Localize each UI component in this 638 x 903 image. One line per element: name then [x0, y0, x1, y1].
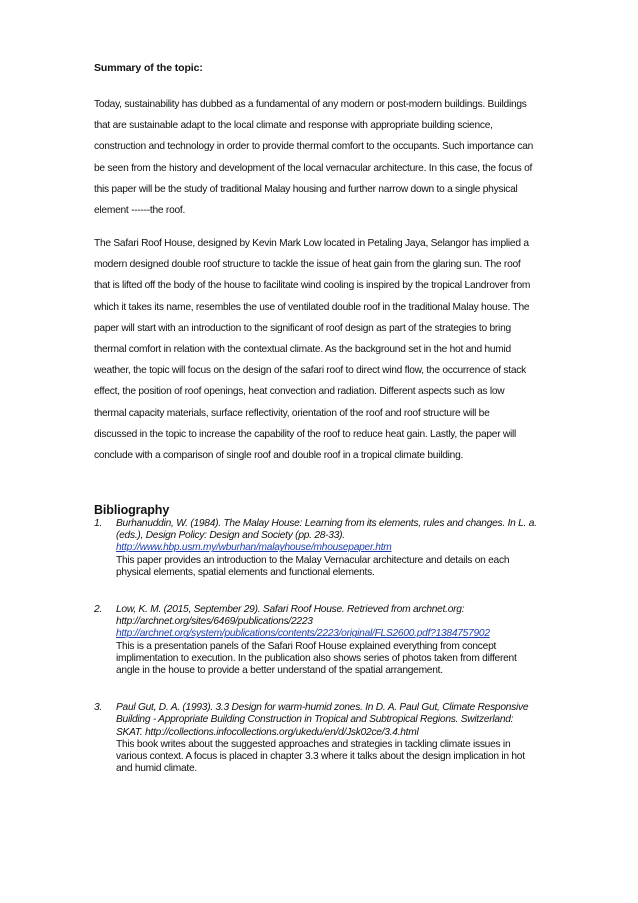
- paragraph-line: thermal comfort in relation with the contextual climate. As the background set in the hot and humid: [94, 344, 511, 356]
- description-line: physical elements, spatial elements and functional elements.: [116, 566, 375, 578]
- summary-paragraph-1: [94, 94, 548, 221]
- paragraph-line: that is lifted off the body of the house to facilitate wind cooling is inspired by the tropical Landrover from: [94, 280, 531, 292]
- paragraph-line: paper will start with an introduction to the significant of roof design as part of the strategies to bring: [94, 322, 511, 334]
- paragraph-line: construction and technology in order to provide thermal comfort to the occupants. Such importance can: [94, 141, 534, 153]
- item-number: 2.: [94, 604, 102, 616]
- paragraph-line: which it takes its name, resembles the use of ventilated double roof in the traditional Malay house. The: [94, 301, 530, 313]
- summary-heading: Summary of the topic:: [94, 62, 203, 74]
- description-line: and humid climate.: [116, 763, 198, 775]
- item-number: 3.: [94, 702, 102, 714]
- bibliography-item: [94, 518, 554, 579]
- bibliography-item: [94, 604, 554, 677]
- paragraph-line: that are sustainable adapt to the local climate and response with appropriate building science,: [94, 120, 493, 132]
- paragraph-line: element ------the roof.: [94, 205, 186, 217]
- paragraph-line: conclude with a comparison of single roof and double roof in a tropical climate building.: [94, 450, 464, 462]
- description-line: This paper provides an introduction to the Malay Vernacular architecture and details on each: [116, 554, 510, 566]
- citation-line: (eds.), Design Policy: Design and Society (pp. 28-33).: [116, 530, 345, 542]
- summary-paragraph-2: [94, 233, 548, 466]
- citation-line: SKAT. http://collections.infocollections.org/ukedu/en/d/Jsk02ce/3.4.html: [116, 726, 419, 738]
- citation-line: Burhanuddin, W. (1984). The Malay House: Learning from its elements, rules and changes. In L. a.: [116, 518, 537, 529]
- paragraph-line: thermal capacity materials, surface reflectivity, orientation of the roof and roof structure will be: [94, 407, 490, 419]
- citation-line: Building - Appropriate Building Construction in Tropical and Subtropical Regions. Switzerland:: [116, 714, 514, 726]
- citation-line: http://archnet.org/sites/6469/publications/2223: [116, 616, 313, 628]
- item-number: 1.: [94, 518, 102, 529]
- description-line: implimentation to execution. In the publication also shows series of photos taken from different: [116, 652, 517, 664]
- paragraph-line: effect, the position of roof openings, heat convection and radiation. Different aspects such as low: [94, 386, 505, 398]
- paragraph-line: Today, sustainability has dubbed as a fundamental of any modern or post-modern buildings. Buildings: [94, 99, 527, 110]
- reference-link[interactable]: http://archnet.org/system/publications/contents/2223/original/FLS2600.pdf?1384757902: [116, 628, 490, 640]
- bibliography-list: [94, 518, 554, 800]
- bibliography-heading: Bibliography: [94, 503, 170, 517]
- description-line: This book writes about the suggested approaches and strategies in tackling climate issues in: [116, 738, 511, 750]
- reference-link[interactable]: http://www.hbp.usm.my/wburhan/malayhouse/mhousepaper.htm: [116, 542, 392, 554]
- description-line: various context. A focus is placed in chapter 3.3 where it talks about the design implication in hot: [116, 751, 525, 763]
- description-line: angle in the house to provide a better understand of the spatial arrangement.: [116, 665, 443, 677]
- paragraph-line: discussed in the topic to increase the capability of the roof to reduce heat gain. Lastly, the paper will: [94, 428, 517, 440]
- description-line: This is a presentation panels of the Safari Roof House explained everything from concept: [116, 640, 497, 652]
- citation-line: Paul Gut, D. A. (1993). 3.3 Design for warm-humid zones. In D. A. Paul Gut, Climate Responsive: [116, 702, 529, 714]
- paragraph-line: this paper will be the study of traditional Malay housing and further narrow down to a single physical: [94, 183, 518, 195]
- paragraph-line: modern designed double roof structure to tackle the issue of heat gain from the glaring sun. The roof: [94, 259, 521, 271]
- paragraph-line: weather, the topic will focus on the design of the safari roof to direct wind flow, the occurrence of stack: [94, 365, 526, 377]
- citation-line: Low, K. M. (2015, September 29). Safari Roof House. Retrieved from archnet.org:: [116, 604, 465, 616]
- bibliography-item: [94, 702, 554, 775]
- paragraph-line: The Safari Roof House, designed by Kevin Mark Low located in Petaling Jaya, Selangor has implied a: [94, 238, 529, 249]
- paragraph-line: be seen from the history and development of the local vernacular architecture. In this case, the focus of: [94, 162, 533, 174]
